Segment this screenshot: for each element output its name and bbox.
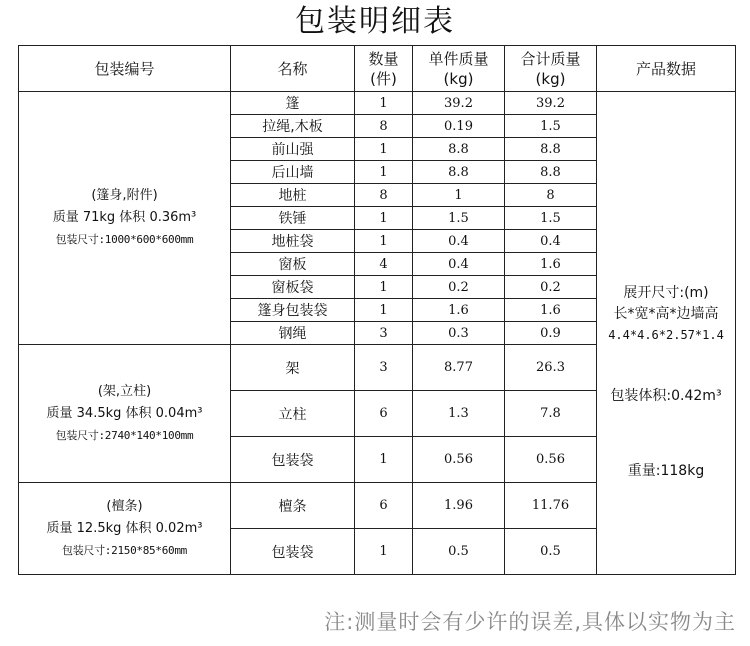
item-qty: 6	[355, 391, 413, 437]
group-size: 包装尺寸:2150*85*60mm	[62, 543, 187, 557]
group-info-1	[19, 92, 231, 345]
item-name: 前山强	[231, 138, 355, 161]
item-unit-weight: 1.5	[413, 207, 505, 230]
item-qty: 1	[355, 437, 413, 483]
item-name: 立柱	[231, 391, 355, 437]
header-unit-weight: 单件质量 (kg)	[413, 46, 505, 92]
header-row	[19, 46, 736, 92]
group-info-3	[19, 483, 231, 575]
product-unfold-dims: 长*宽*高*边墙高	[613, 306, 719, 322]
product-unfold-label: 展开尺寸:(m)	[623, 285, 709, 301]
item-total-weight: 8.8	[505, 138, 597, 161]
item-unit-weight: 0.3	[413, 322, 505, 345]
item-total-weight: 0.56	[505, 437, 597, 483]
item-unit-weight: 0.4	[413, 230, 505, 253]
item-qty: 4	[355, 253, 413, 276]
item-unit-weight: 8.8	[413, 161, 505, 184]
item-qty: 1	[355, 529, 413, 575]
product-unfold-values: 4.4*4.6*2.57*1.4	[608, 328, 724, 342]
item-total-weight: 1.5	[505, 207, 597, 230]
item-unit-weight: 1.96	[413, 483, 505, 529]
item-qty: 8	[355, 184, 413, 207]
product-weight: 重量:118kg	[627, 463, 705, 479]
item-name: 架	[231, 345, 355, 391]
group-weight: 质量 12.5kg 体积 0.02m³	[46, 520, 203, 536]
item-unit-weight: 1.6	[413, 299, 505, 322]
item-name: 铁锤	[231, 207, 355, 230]
product-data-cell	[597, 92, 736, 575]
item-unit-weight: 8.77	[413, 345, 505, 391]
table-row	[19, 92, 736, 115]
item-unit-weight: 0.56	[413, 437, 505, 483]
item-name: 檀条	[231, 483, 355, 529]
item-qty: 1	[355, 92, 413, 115]
item-name: 窗板	[231, 253, 355, 276]
item-qty: 3	[355, 345, 413, 391]
item-total-weight: 8	[505, 184, 597, 207]
item-total-weight: 1.5	[505, 115, 597, 138]
group-weight: 质量 34.5kg 体积 0.04m³	[46, 405, 203, 421]
item-unit-weight: 0.4	[413, 253, 505, 276]
group-size: 包装尺寸:1000*600*600mm	[55, 233, 194, 246]
item-name: 篷身包装袋	[231, 299, 355, 322]
header-name: 名称	[231, 46, 355, 92]
item-total-weight: 7.8	[505, 391, 597, 437]
group-size: 包装尺寸:2740*140*100mm	[55, 428, 194, 442]
group-label: (檀条)	[106, 498, 143, 514]
item-total-weight: 1.6	[505, 299, 597, 322]
item-qty: 1	[355, 230, 413, 253]
item-unit-weight: 8.8	[413, 138, 505, 161]
item-qty: 1	[355, 276, 413, 299]
item-name: 包装袋	[231, 437, 355, 483]
item-qty: 1	[355, 138, 413, 161]
group-info-2	[19, 345, 231, 483]
product-volume: 包装体积:0.42m³	[610, 388, 722, 404]
item-total-weight: 0.4	[505, 230, 597, 253]
item-total-weight: 39.2	[505, 92, 597, 115]
group-label: (篷身,附件)	[91, 188, 158, 203]
item-name: 拉绳,木板	[231, 115, 355, 138]
item-qty: 1	[355, 207, 413, 230]
item-total-weight: 26.3	[505, 345, 597, 391]
item-qty: 3	[355, 322, 413, 345]
item-unit-weight: 0.5	[413, 529, 505, 575]
item-name: 包装袋	[231, 529, 355, 575]
item-qty: 1	[355, 299, 413, 322]
page-title: 包装明细表	[295, 4, 455, 39]
item-total-weight: 11.76	[505, 483, 597, 529]
item-name: 窗板袋	[231, 276, 355, 299]
item-unit-weight: 0.19	[413, 115, 505, 138]
item-total-weight: 0.5	[505, 529, 597, 575]
item-name: 篷	[231, 92, 355, 115]
header-qty: 数量 (件)	[355, 46, 413, 92]
item-unit-weight: 1.3	[413, 391, 505, 437]
item-total-weight: 0.9	[505, 322, 597, 345]
item-qty: 6	[355, 483, 413, 529]
item-total-weight: 0.2	[505, 276, 597, 299]
item-name: 地桩袋	[231, 230, 355, 253]
item-unit-weight: 1	[413, 184, 505, 207]
item-name: 钢绳	[231, 322, 355, 345]
header-product: 产品数据	[597, 46, 736, 92]
item-name: 后山墙	[231, 161, 355, 184]
item-total-weight: 8.8	[505, 161, 597, 184]
packing-table	[18, 45, 736, 575]
item-unit-weight: 0.2	[413, 276, 505, 299]
item-total-weight: 1.6	[505, 253, 597, 276]
group-weight: 质量 71kg 体积 0.36m³	[52, 210, 197, 225]
footnote: 注:测量时会有少许的误差,具体以实物为主	[324, 610, 736, 634]
item-qty: 1	[355, 161, 413, 184]
header-total-weight: 合计质量 (kg)	[505, 46, 597, 92]
header-code: 包装编号	[19, 46, 231, 92]
item-name: 地桩	[231, 184, 355, 207]
item-qty: 8	[355, 115, 413, 138]
item-unit-weight: 39.2	[413, 92, 505, 115]
group-label: (架,立柱)	[97, 383, 152, 399]
